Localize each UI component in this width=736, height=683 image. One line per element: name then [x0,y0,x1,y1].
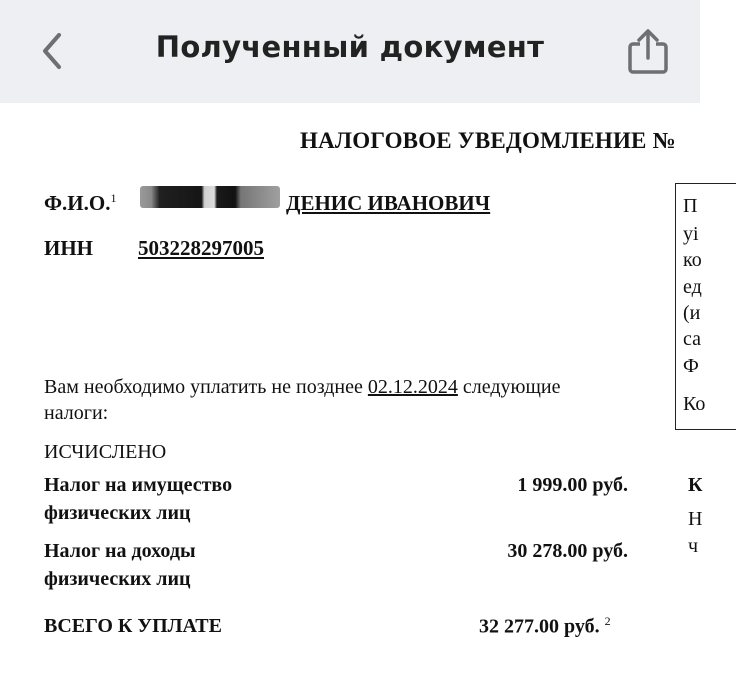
tax-name-line: физических лиц [44,568,191,590]
side-box-line: уі [683,223,699,245]
fio-label [44,191,116,216]
side-box-line: П [683,195,698,217]
fio-footnote: 1 [110,191,117,205]
tax-name-line: Налог на имущество [44,474,233,496]
tax-name-line: Налог на доходы [44,540,196,562]
tax-item-name [44,471,232,527]
top-bar [0,0,700,103]
share-icon [626,28,670,76]
tax-item-amount: 30 278.00 руб. [507,540,628,562]
side-box-line: Ф [683,355,699,377]
total-label: ВСЕГО К УПЛАТЕ [44,615,222,637]
total-footnote: 2 [604,614,611,628]
share-button[interactable] [620,24,676,80]
inn-label: ИНН [44,236,94,260]
redacted-surname [140,186,280,208]
tax-name-line: физических лиц [44,502,191,524]
tax-item-name [44,537,196,593]
fio-label-text: Ф.И.О. [44,191,111,215]
side-box-line: ед [683,276,702,298]
payment-due-date: 02.12.2024 [367,376,458,398]
total-amount [479,614,611,639]
payment-instruction [44,374,644,426]
side-right-line: Н [688,508,703,530]
inn-value: 503228297005 [138,236,264,260]
document-heading: НАЛОГОВОЕ УВЕДОМЛЕНИЕ № [300,128,676,153]
side-right-line: К [688,474,703,496]
total-amount-value: 32 277.00 руб. [479,615,600,638]
fio-value: ДЕНИС ИВАНОВИЧ [286,191,491,215]
side-box-line: (и [683,302,701,324]
payment-text: Вам необходимо уплатить не позднее [44,376,363,398]
payment-text-line2: налоги: [44,402,109,424]
page-title: Полученный документ [155,30,545,64]
side-right-line: ч [688,535,699,557]
calculated-label: ИСЧИСЛЕНО [44,441,167,463]
side-box-line: Ко [683,393,706,415]
tax-item-amount: 1 999.00 руб. [517,474,628,496]
document-view[interactable] [0,103,706,683]
payment-text-tail: следующие [462,376,561,398]
side-box-line: ко [683,249,702,271]
side-box-line: са [683,328,701,350]
